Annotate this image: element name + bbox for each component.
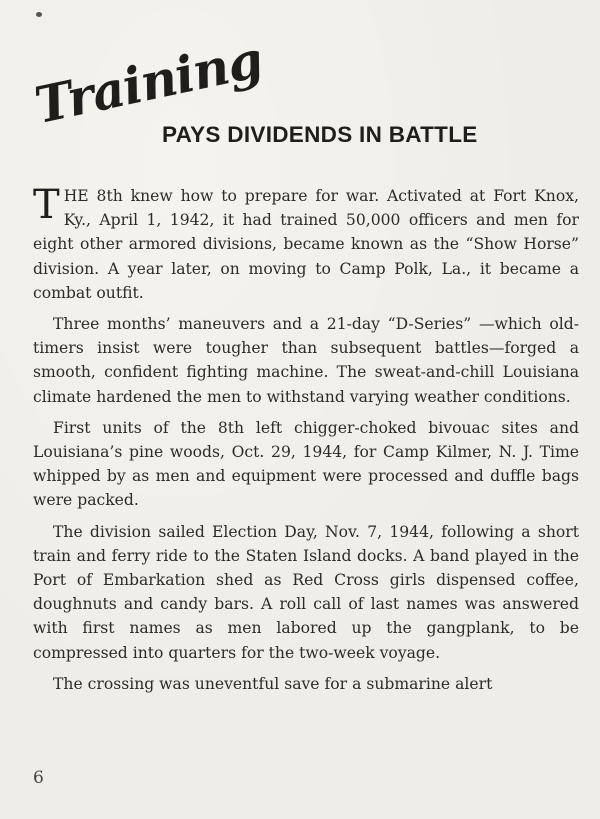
paragraph-1-lead: HE: [63, 187, 89, 205]
paragraph-3: First units of the 8th left chigger-choked bivouac sites and Louisiana’s pine woods, Oct. 29, 1944, for Camp Kilmer, N. J. Time whipped by as men and equipment were processed and duffle bags were packed.: [33, 418, 579, 510]
page-number: 6: [33, 768, 44, 788]
drop-cap: T: [33, 182, 60, 228]
paragraph-1: [33, 184, 579, 305]
paragraph-2: Three months’ maneuvers and a 21-day “D-Series” —which old-timers insist were tougher than subsequent battles—forged a smooth, confident fighting machine. The sweat-and-chill Louisiana climate hardened the men to withstand varying weather conditions.: [33, 315, 579, 406]
paragraph-5: The crossing was uneventful save for a submarine alert: [53, 674, 493, 693]
title-caps-line: PAYS DIVIDENDS IN BATTLE: [162, 122, 478, 147]
chapter-title: [29, 29, 578, 162]
ink-speck: [36, 12, 42, 17]
paragraph-4: The division sailed Election Day, Nov. 7, 1944, following a short train and ferry ride to the Staten Island docks. A band played in the Port of Embarkation shed as Red Cross girls dispensed coffee, doughnuts and candy bars. A roll call of last names was answered with first names as men labored up the gangplank, to be compressed into quarters for the two-week voyage.: [33, 522, 579, 662]
title-script-word: Training: [29, 29, 267, 135]
paragraph-1-text: 8th knew how to prepare for war. Activated at Fort Knox, Ky., April 1, 1942, it had trained 50,000 officers and men for eight other armored divisions, became known as the “Show Horse” division. A year later, on moving to Camp Polk, La., it became a combat outfit.: [33, 187, 579, 302]
article-body: [33, 184, 579, 703]
